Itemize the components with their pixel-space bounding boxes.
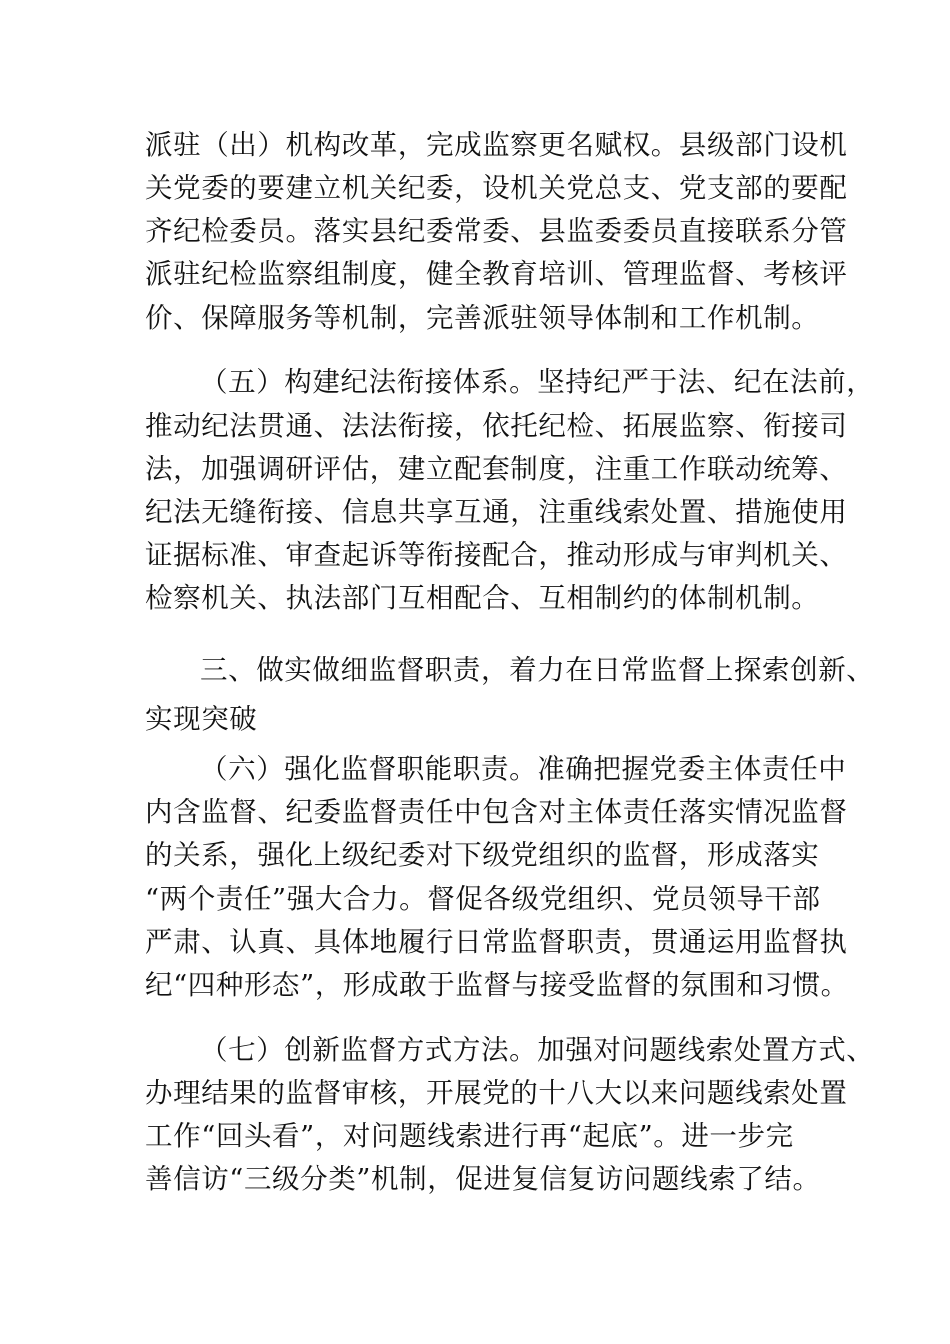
chapter-heading-3: 三、做实做细监督职责，着力在日常监督上探索创新、 <box>200 654 875 686</box>
text-line: 证据标准、审查起诉等衔接配合，推动形成与审判机关、 <box>145 539 848 571</box>
text-line: 法，加强调研评估，建立配套制度，注重工作联动统筹、 <box>145 453 848 485</box>
text-line: 工作“回头看”，对问题线索进行再“起底”。进一步完 <box>145 1120 794 1152</box>
text-line: 齐纪检委员。落实县纪委常委、县监委委员直接联系分管 <box>145 215 848 247</box>
text-line: 的关系，强化上级纪委对下级党组织的监督，形成落实 <box>145 839 820 871</box>
text-line: 内含监督、纪委监督责任中包含对主体责任落实情况监督 <box>145 796 848 828</box>
text-line: 检察机关、执法部门互相配合、互相制约的体制机制。 <box>145 582 820 614</box>
text-line: 严肃、认真、具体地履行日常监督职责，贯通运用监督执 <box>145 926 848 958</box>
chapter-heading-3-cont: 实现突破 <box>145 703 258 735</box>
text-line: 派驻（出）机构改革，完成监察更名赋权。县级部门设机 <box>145 129 848 161</box>
text-line: 推动纪法贯通、法法衔接，依托纪检、拓展监察、衔接司 <box>145 410 848 442</box>
text-line: 善信访“三级分类”机制，促进复信复访问题线索了结。 <box>145 1163 821 1195</box>
section-heading-5: （五）构建纪法衔接体系。坚持纪严于法、纪在法前， <box>200 366 875 398</box>
text-line: 办理结果的监督审核，开展党的十八大以来问题线索处置 <box>145 1077 848 1109</box>
text-line: “两个责任”强大合力。督促各级党组织、党员领导干部 <box>145 883 821 915</box>
text-line: 派驻纪检监察组制度，健全教育培训、管理监督、考核评 <box>145 258 848 290</box>
section-heading-6: （六）强化监督职能职责。准确把握党委主体责任中 <box>200 753 847 785</box>
text-line: 纪“四种形态”，形成敢于监督与接受监督的氛围和习惯。 <box>145 969 849 1001</box>
text-line: 关党委的要建立机关纪委，设机关党总支、党支部的要配 <box>145 172 848 204</box>
section-heading-7: （七）创新监督方式方法。加强对问题线索处置方式、 <box>200 1034 875 1066</box>
text-line: 价、保障服务等机制，完善派驻领导体制和工作机制。 <box>145 302 820 334</box>
text-line: 纪法无缝衔接、信息共享互通，注重线索处置、措施使用 <box>145 496 848 528</box>
